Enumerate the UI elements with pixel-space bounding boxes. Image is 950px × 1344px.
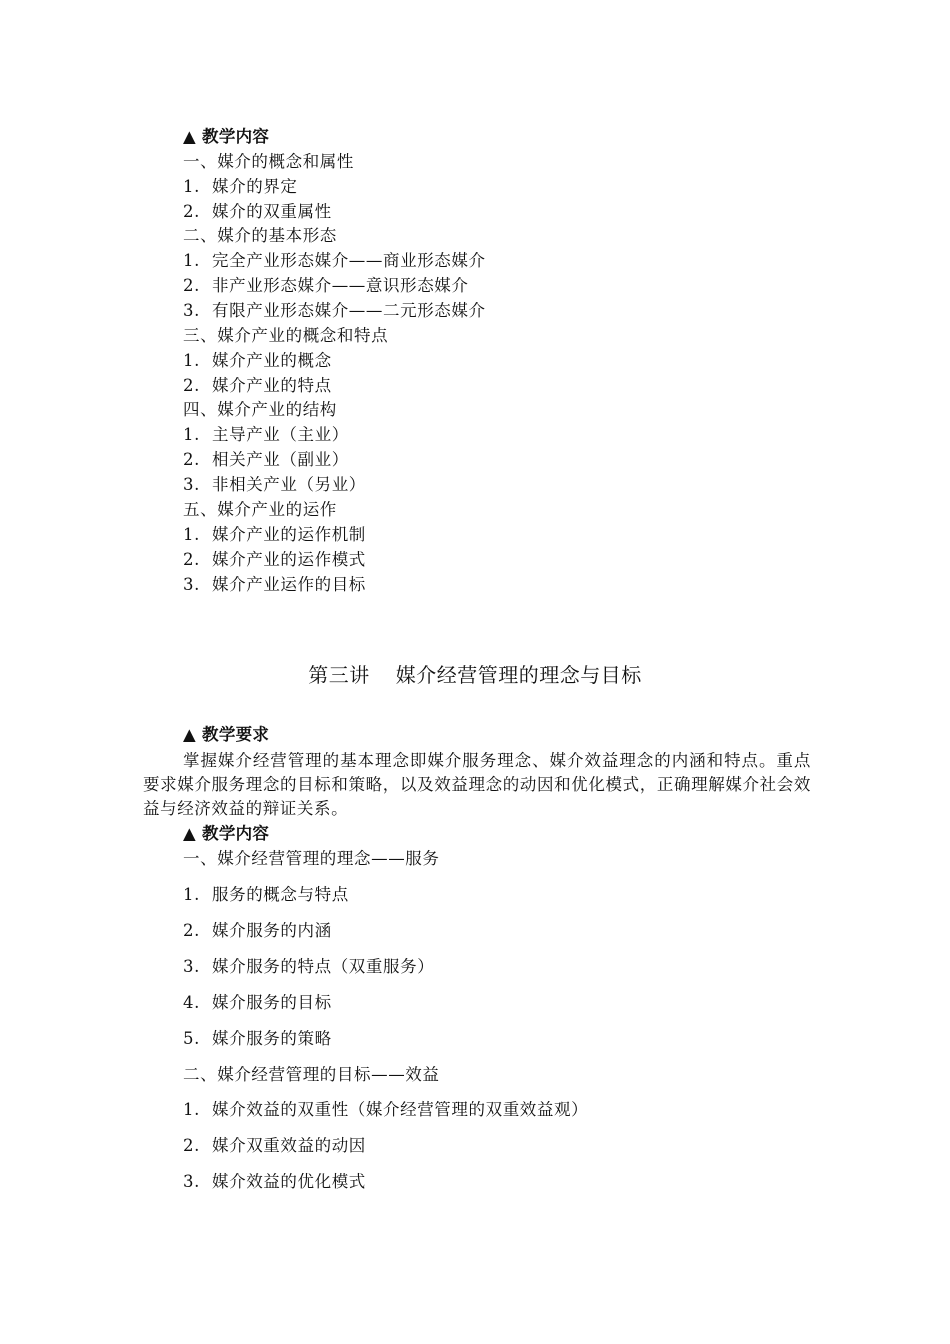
outline-heading: 二、媒介经营管理的目标——效益 (183, 1065, 440, 1084)
outline-item: 4. 媒介服务的目标 (183, 993, 332, 1012)
lecture-title: 第三讲 媒介经营管理的理念与目标 (308, 663, 642, 687)
outline-item: 1. 媒介产业的概念 (183, 351, 332, 370)
outline-heading: 四、媒介产业的结构 (183, 400, 337, 419)
outline-item: 1. 完全产业形态媒介——商业形态媒介 (183, 251, 486, 270)
outline-item: 3. 媒介服务的特点（双重服务） (183, 957, 435, 976)
requirements-heading: ▲ 教学要求 (183, 725, 270, 744)
outline-item: 2. 媒介服务的内涵 (183, 921, 332, 940)
outline-item: 3. 媒介产业运作的目标 (183, 575, 366, 594)
outline-heading: 一、媒介经营管理的理念——服务 (183, 849, 440, 868)
outline-heading: 三、媒介产业的概念和特点 (183, 326, 389, 345)
outline-item: 3. 有限产业形态媒介——二元形态媒介 (183, 301, 486, 320)
outline-heading: 一、媒介的概念和属性 (183, 152, 354, 171)
outline-heading: 二、媒介的基本形态 (183, 226, 337, 245)
section-heading: ▲ 教学内容 (183, 127, 270, 146)
outline-item: 1. 媒介产业的运作机制 (183, 525, 366, 544)
outline-item: 5. 媒介服务的策略 (183, 1029, 332, 1048)
outline-heading: 五、媒介产业的运作 (183, 500, 337, 519)
outline-item: 1. 媒介的界定 (183, 177, 298, 196)
outline-item: 2. 媒介双重效益的动因 (183, 1136, 366, 1155)
outline-item: 3. 非相关产业（另业） (183, 475, 366, 494)
outline-item: 2. 媒介产业的运作模式 (183, 550, 366, 569)
outline-item: 2. 媒介的双重属性 (183, 202, 332, 221)
outline-item: 1. 服务的概念与特点 (183, 885, 349, 904)
outline-item: 1. 主导产业（主业） (183, 425, 349, 444)
outline-item: 2. 相关产业（副业） (183, 450, 349, 469)
outline-item: 2. 媒介产业的特点 (183, 376, 332, 395)
section-heading: ▲ 教学内容 (183, 824, 270, 843)
outline-item: 3. 媒介效益的优化模式 (183, 1172, 366, 1191)
outline-item: 1. 媒介效益的双重性（媒介经营管理的双重效益观） (183, 1100, 589, 1119)
requirements-paragraph: 掌握媒介经营管理的基本理念即媒介服务理念、媒介效益理念的内涵和特点。重点要求媒介服务理念的目标和策略，以及效益理念的动因和优化模式，正确理解媒介社会效益与经济效益的辩证关系。 (143, 751, 811, 818)
outline-item: 2. 非产业形态媒介——意识形态媒介 (183, 276, 469, 295)
